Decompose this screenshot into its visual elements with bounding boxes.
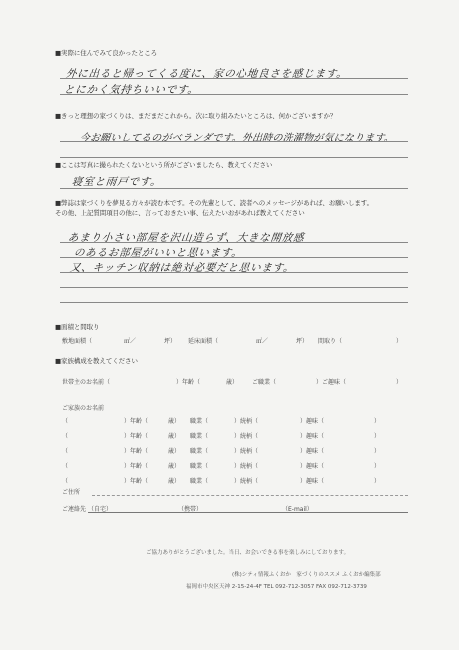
family-row-open: （ xyxy=(62,463,69,470)
family-row-age: ）年齢（ xyxy=(124,478,149,485)
family-row-close: ） xyxy=(374,418,381,425)
answer-next-project-line1: 今お願いしてるのがベランダです。外出時の洗濯物が気になります。 xyxy=(79,133,395,144)
family-row-rel: ）続柄（ xyxy=(234,418,259,425)
head-age-label: ）年齢（ xyxy=(176,379,201,386)
family-row-sai: 歳） xyxy=(168,448,181,455)
answer-message-line3: 又、キッチン収納は絶対必要だと思います。 xyxy=(69,262,296,274)
answer-no-photo-line1: 寝室と雨戸です。 xyxy=(71,176,163,188)
answer-line xyxy=(60,242,408,243)
answer-line xyxy=(60,94,408,95)
family-row-age: ）年齢（ xyxy=(124,448,149,455)
site-area-unit-m2: ㎡／ xyxy=(124,338,137,345)
family-row-sai: 歳） xyxy=(168,478,181,485)
contact-email: （E-mail） xyxy=(282,506,313,513)
family-row-hobby: ）趣味（ xyxy=(300,433,325,440)
question-next-project: ■きっと理想の家づくりは、まだまだこれから。次に取り組みたいところは、何かございますか？ xyxy=(55,112,337,120)
family-row-age: ）年齢（ xyxy=(124,433,149,440)
layout-label: 間取り（ xyxy=(318,338,343,345)
floor-area-unit-tsubo: 坪） xyxy=(296,338,309,345)
layout-close: ） xyxy=(396,338,403,345)
members-title: ご家族のお名前 xyxy=(62,405,105,412)
floor-area-label: 延床面積（ xyxy=(188,338,219,345)
section-area-title: ■面積と間取り xyxy=(55,323,100,331)
family-row-age: ）年齢（ xyxy=(124,418,149,425)
contact-home: （自宅） xyxy=(88,506,113,513)
address-line xyxy=(92,495,408,496)
contact-label: ご連絡先 xyxy=(62,506,87,513)
answer-line xyxy=(60,157,408,158)
family-row-rel: ）続柄（ xyxy=(234,448,259,455)
family-row-sai: 歳） xyxy=(168,463,181,470)
family-row-hobby: ）趣味（ xyxy=(300,478,325,485)
contact-mobile: （携帯） xyxy=(178,506,203,513)
answer-message-line1: あまり小さい部屋を沢山造らず、大きな開放感 xyxy=(67,232,306,244)
family-row-job: 職業（ xyxy=(190,418,209,425)
answer-message-line2: のあるお部屋がいいと思います。 xyxy=(73,247,244,259)
thanks-message: ご協力ありがとうございました。当日、お会いできる事を楽しみにしております。 xyxy=(146,550,350,556)
company-address: 福岡市中央区天神 2-15-24-4F TEL 092-712-3057 FAX 092-712-3739 xyxy=(186,584,367,590)
family-row-job: 職業（ xyxy=(190,448,209,455)
family-row-sai: 歳） xyxy=(168,418,181,425)
answer-line xyxy=(60,302,408,303)
family-row-rel: ）続柄（ xyxy=(234,433,259,440)
floor-area-unit-m2: ㎡／ xyxy=(256,338,269,345)
section-family-title: ■家族構成を教えてください xyxy=(55,357,138,365)
question-message: ■弊誌は家づくりを夢見る方々が読む本です。その先輩として、読者へのメッセージがあれば、お願いします。 xyxy=(55,199,374,207)
site-area-unit-tsubo: 坪） xyxy=(164,338,177,345)
family-row-age: ）年齢（ xyxy=(124,463,149,470)
question-no-photo: ■ここは写真に撮られたくないという所がございましたら、教えてください xyxy=(55,161,273,169)
head-age-unit: 歳） xyxy=(226,379,239,386)
family-row-rel: ）続柄（ xyxy=(234,463,259,470)
family-row-hobby: ）趣味（ xyxy=(300,463,325,470)
contact-line xyxy=(88,512,408,513)
address-label: ご住所 xyxy=(62,489,81,496)
family-row-job: 職業（ xyxy=(190,433,209,440)
family-row-sai: 歳） xyxy=(168,433,181,440)
question-good-points: ■実際に住んでみて良かったところ xyxy=(55,49,158,57)
answer-good-points-line2: とにかく気持ちいいです。 xyxy=(63,84,200,96)
head-name-label: 世帯主のお名前（ xyxy=(62,379,111,386)
family-row-close: ） xyxy=(374,448,381,455)
answer-line xyxy=(60,287,408,288)
family-row-open: （ xyxy=(62,478,69,485)
family-row-open: （ xyxy=(62,433,69,440)
family-row-open: （ xyxy=(62,448,69,455)
answer-line xyxy=(60,272,408,273)
question-other: その他、上記質問項目の他に、言っておきたい事、伝えたいおがあれば教えてください xyxy=(55,209,305,217)
family-row-rel: ）続柄（ xyxy=(234,478,259,485)
head-hobby-label: ）ご趣味（ xyxy=(316,379,347,386)
family-row-hobby: ）趣味（ xyxy=(300,448,325,455)
head-job-label: ご職業（ xyxy=(252,379,277,386)
family-row-job: 職業（ xyxy=(190,478,209,485)
family-row-close: ） xyxy=(374,478,381,485)
family-row-job: 職業（ xyxy=(190,463,209,470)
head-close: ） xyxy=(396,379,403,386)
answer-line xyxy=(60,141,408,142)
family-row-close: ） xyxy=(374,463,381,470)
company-name: (株)シティ情報ふくおか 家づくりのススメ ふくおか編集部 xyxy=(232,572,381,578)
family-row-hobby: ）趣味（ xyxy=(300,418,325,425)
site-area-label: 敷地面積（ xyxy=(62,338,93,345)
answer-good-points-line1: 外に出ると帰ってくる度に、家の心地良さを感じます。 xyxy=(65,68,349,80)
family-row-open: （ xyxy=(62,418,69,425)
answer-line xyxy=(60,257,408,258)
answer-line xyxy=(60,188,408,189)
answer-line xyxy=(60,78,408,79)
family-row-close: ） xyxy=(374,433,381,440)
